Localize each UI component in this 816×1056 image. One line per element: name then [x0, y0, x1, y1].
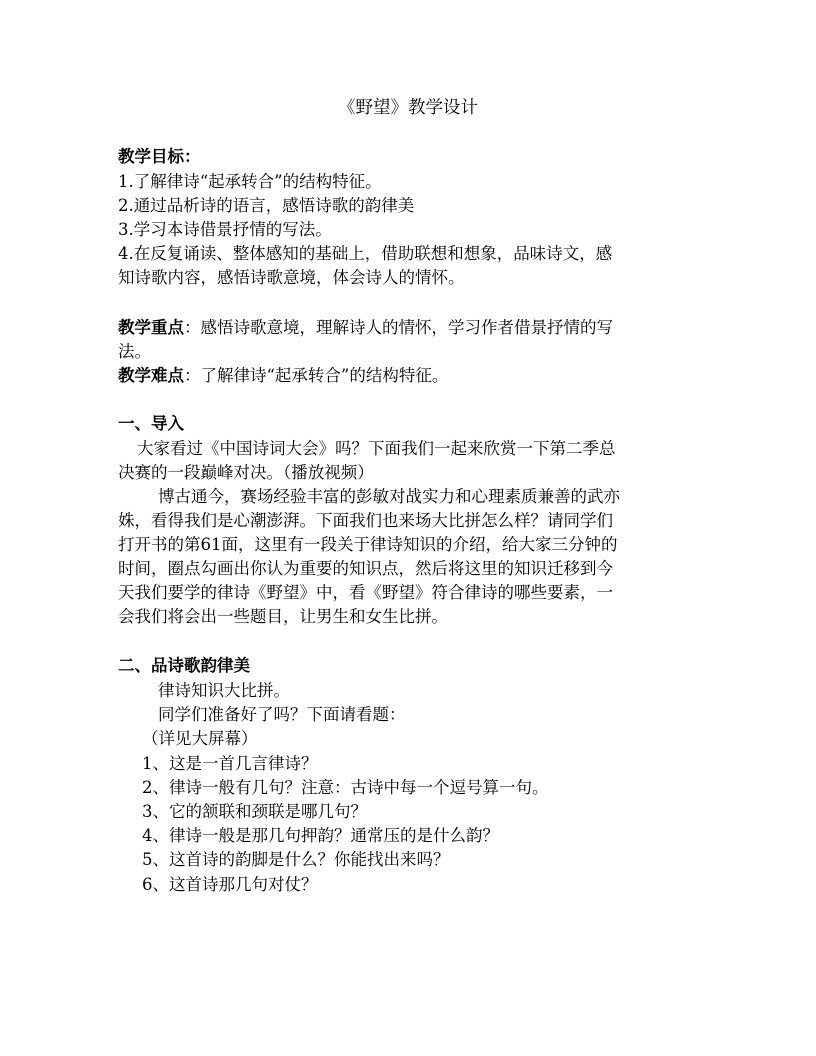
question-item: 5、这首诗的韵脚是什么？你能找出来吗？: [142, 850, 450, 869]
key-point-cont: 法。: [118, 342, 151, 361]
objective-item-4-cont: 知诗歌内容，感悟诗歌意境，体会诗人的情怀。: [118, 268, 465, 287]
difficulty: [118, 364, 708, 388]
section1-line: 时间，圈点勾画出你认为重要的知识点，然后将这里的知识迁移到今: [118, 559, 613, 578]
section2-intro: 同学们准备好了吗？下面请看题：: [158, 705, 406, 724]
section1-line: 天我们要学的律诗《野望》中，看《野望》符合律诗的哪些要素，一: [118, 583, 613, 602]
question-item: 2、律诗一般有几句？注意：古诗中每一个逗号算一句。: [142, 778, 549, 797]
key-point: [118, 316, 708, 340]
key-point-label: 教学重点: [118, 318, 184, 337]
section1-heading: 一、导入: [118, 414, 184, 433]
section2-heading: 二、品诗歌韵律美: [118, 656, 250, 675]
question-item: 3、它的颔联和颈联是哪几句？: [142, 802, 367, 821]
key-point-text: ：感悟诗歌意境，理解诗人的情怀，学习作者借景抒情的写: [184, 318, 613, 337]
difficulty-text: ：了解律诗“起承转合”的结构特征。: [184, 366, 449, 385]
objective-item-3: 3.学习本诗借景抒情的写法。: [118, 220, 332, 239]
difficulty-label: 教学难点: [118, 366, 184, 385]
section1-line: 会我们将会出一些题目，让男生和女生比拼。: [118, 607, 448, 626]
document-title: 《野望》教学设计: [338, 98, 478, 118]
objective-item-2: 2.通过品析诗的语言，感悟诗歌的韵律美: [118, 196, 415, 215]
section2-intro: （详见大屏幕）: [142, 729, 258, 748]
question-item: 4、律诗一般是那几句押韵？通常压的是什么韵？: [142, 826, 499, 845]
section1-line: 大家看过《中国诗词大会》吗？下面我们一起来欣赏一下第二季总: [137, 439, 616, 458]
section1-line: 博古通今，赛场经验丰富的彭敏对战实力和心理素质兼善的武亦: [158, 487, 620, 506]
objectives-heading: 教学目标：: [118, 147, 201, 166]
question-item: 1、这是一首几言律诗？: [142, 754, 318, 773]
objective-item-1: 1.了解律诗“起承转合”的结构特征。: [118, 172, 382, 191]
section2-intro: 律诗知识大比拼。: [158, 681, 290, 700]
section1-line: 打开书的第61面，这里有一段关于律诗知识的介绍，给大家三分钟的: [118, 535, 618, 554]
section1-line: 姝，看得我们是心潮澎湃。下面我们也来场大比拼怎么样？请同学们: [118, 511, 613, 530]
section1-line: 决赛的一段巅峰对决。（播放视频）: [118, 463, 374, 482]
objective-item-4: 4.在反复诵读、整体感知的基础上，借助联想和想象，品味诗文，感: [118, 244, 613, 263]
question-item: 6、这首诗那几句对仗？: [142, 875, 318, 894]
